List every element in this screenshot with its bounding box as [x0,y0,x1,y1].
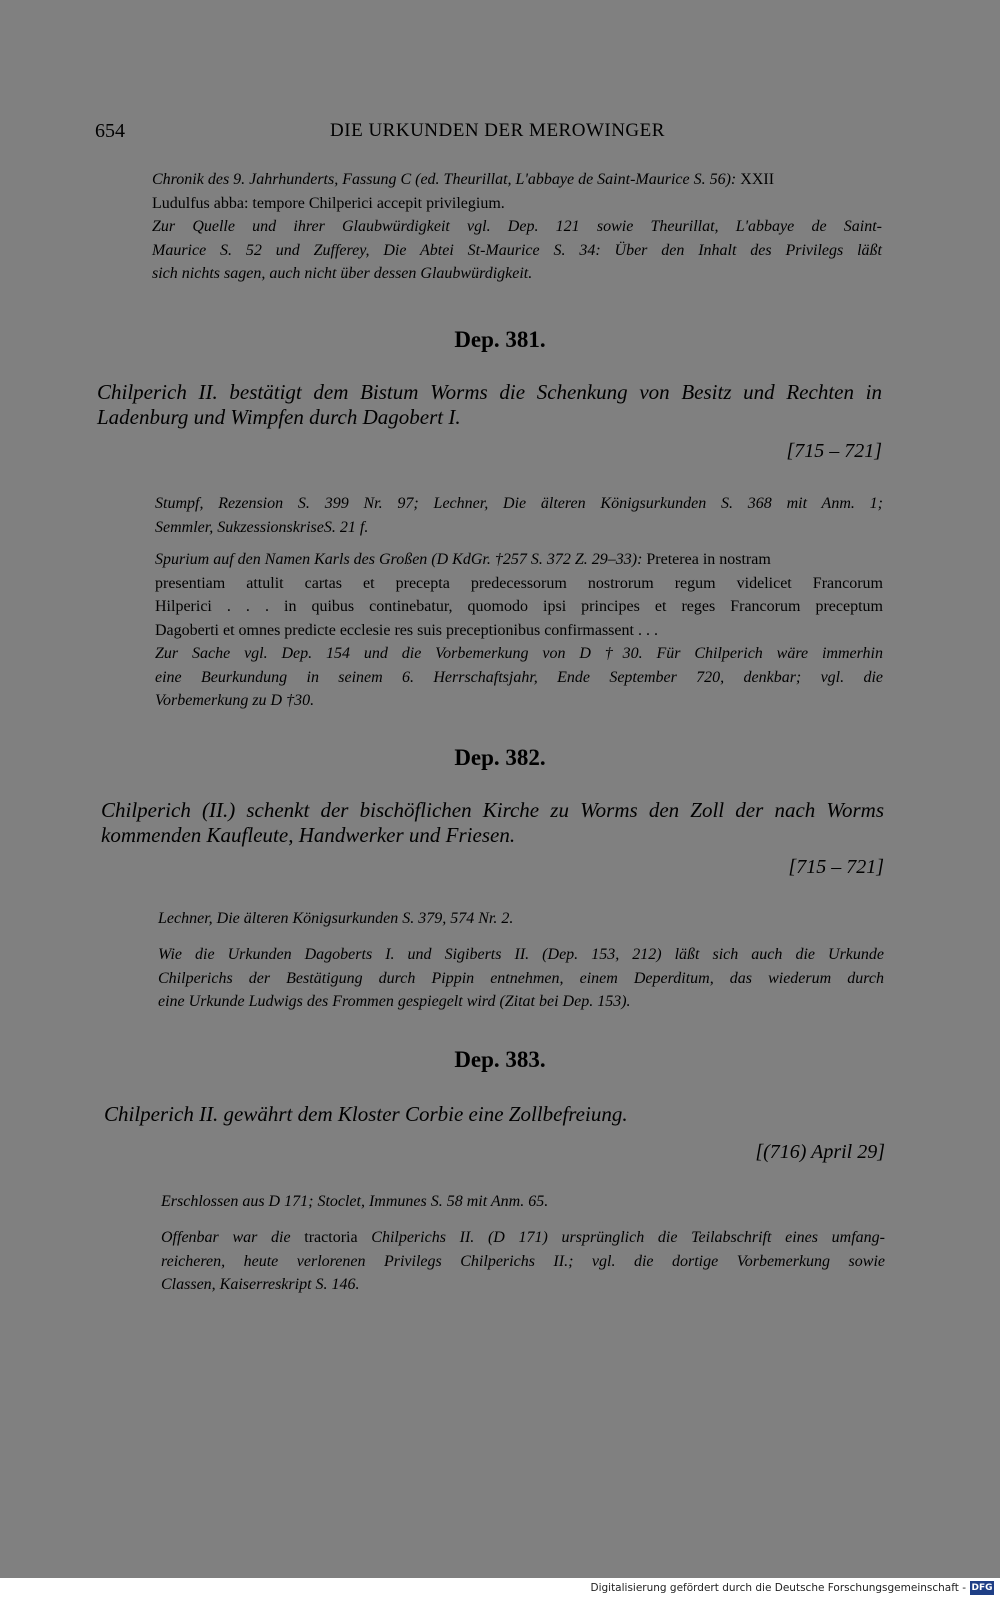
dep383-heading: Dep. 383. [454,1047,546,1072]
intro-block [152,168,882,286]
funding-note: Digitalisierung gefördert durch die Deutsche Forschungsgemeinschaft - [590,1582,966,1594]
dep383-comment-line1: Offenbar war die tractoria Chilperichs II. (D 171) ursprünglich die Teilabschrift eines umfang- [161,1229,886,1246]
dep382-comment: Wie die Urkunden Dagoberts I. und Sigiberts II. (Dep. 153, 212) läßt sich auch die Urkunde Chilperichs der Bestätigung durch Pippin entnehmen, einem Deperditum, das wiederum durch eine Urkunde Ludwigs des Frommen gespiegelt wird (Zitat bei Dep. 153). [158,946,884,1010]
dep383-comment: Offenbar war die tractoria Chilperichs II. (D 171) ursprünglich die Teilabschrift eines umfang- reicheren, heute verlorenen Privilegs Chilperichs II.; vgl. die dortige Vorbemerkung sowie Classen, Kaiserreskript S. 146. [161,1226,885,1297]
dep382-regest: Chilperich (II.) schenkt der bischöflichen Kirche zu Worms den Zoll der nach Worms kommenden Kaufleute, Handwerker und Friesen. [101,798,884,847]
dep381-heading: Dep. 381. [454,327,546,352]
dep381-date: [715 – 721] [786,440,882,462]
dep383-literature: Erschlossen aus D 171; Stoclet, Immunes S. 58 mit Anm. 65. [161,1193,549,1210]
spurium-source-line: Spurium auf den Namen Karls des Großen (D KdGr. †257 S. 372 Z. 29–33): Preterea in nostram [155,551,771,568]
dep381-spurium: Spurium auf den Namen Karls des Großen (D KdGr. †257 S. 372 Z. 29–33): Preterea in nostram presentiam attulit cartas et precepta predecessorum nostrorum regum videlicet Francorum Hilperici . . . in quibus continebatur, quomodo ipsi principes et reges Francorum preceptum Dagoberti et omnes predicte ecclesie res suis preceptionibus confirmassent . . . Zur Sache vgl. Dep. 154 und die Vorbemerkung von D †30. Für Chilperich wäre immerhin eine Beurkundung in seinem 6. Herrschaftsjahr, Ende September 720, denkbar; vgl. die Vorbemerkung zu D †30. [155,548,883,713]
intro-comment-line: Zur Quelle und ihrer Glaubwürdigkeit vgl. Dep. 121 sowie Theurillat, L'abbaye de Saint- [152,218,882,235]
dep381-regest: Chilperich II. bestätigt dem Bistum Worms die Schenkung von Besitz und Rechten in Ladenburg und Wimpfen durch Dagobert I. [97,380,882,429]
digitization-footer [0,1578,1000,1599]
dep382-date: [715 – 721] [788,856,884,878]
intro-comment-line: sich nichts sagen, auch nicht über dessen Glaubwürdigkeit. [152,265,533,282]
dep383-date: [(716) April 29] [755,1141,885,1163]
dep383-regest: Chilperich II. gewährt dem Kloster Corbie eine Zollbefreiung. [104,1102,628,1126]
intro-quote-line: Ludulfus abba: tempore Chilperici accepit privilegium. [152,194,505,212]
page-header [95,120,900,148]
intro-source-line: Chronik des 9. Jahrhunderts, Fassung C (ed. Theurillat, L'abbaye de Saint-Maurice S. 56): XXII [152,171,775,188]
dep381-literature: Stumpf, Rezension S. 399 Nr. 97; Lechner, Die älteren Königsurkunden S. 368 mit Anm. 1; Semmler, SukzessionskriseS. 21 f. [155,495,883,536]
page-number: 654 [95,120,125,142]
intro-comment-line: Maurice S. 52 und Zufferey, Die Abtei St-Maurice S. 34: Über den Inhalt des Privilegs läßt [152,241,882,259]
dep382-literature: Lechner, Die älteren Königsurkunden S. 379, 574 Nr. 2. [158,910,514,927]
running-title: DIE URKUNDEN DER MEROWINGER [330,120,665,141]
dfg-logo-icon: DFG [971,1583,993,1593]
dep382-heading: Dep. 382. [454,745,546,770]
